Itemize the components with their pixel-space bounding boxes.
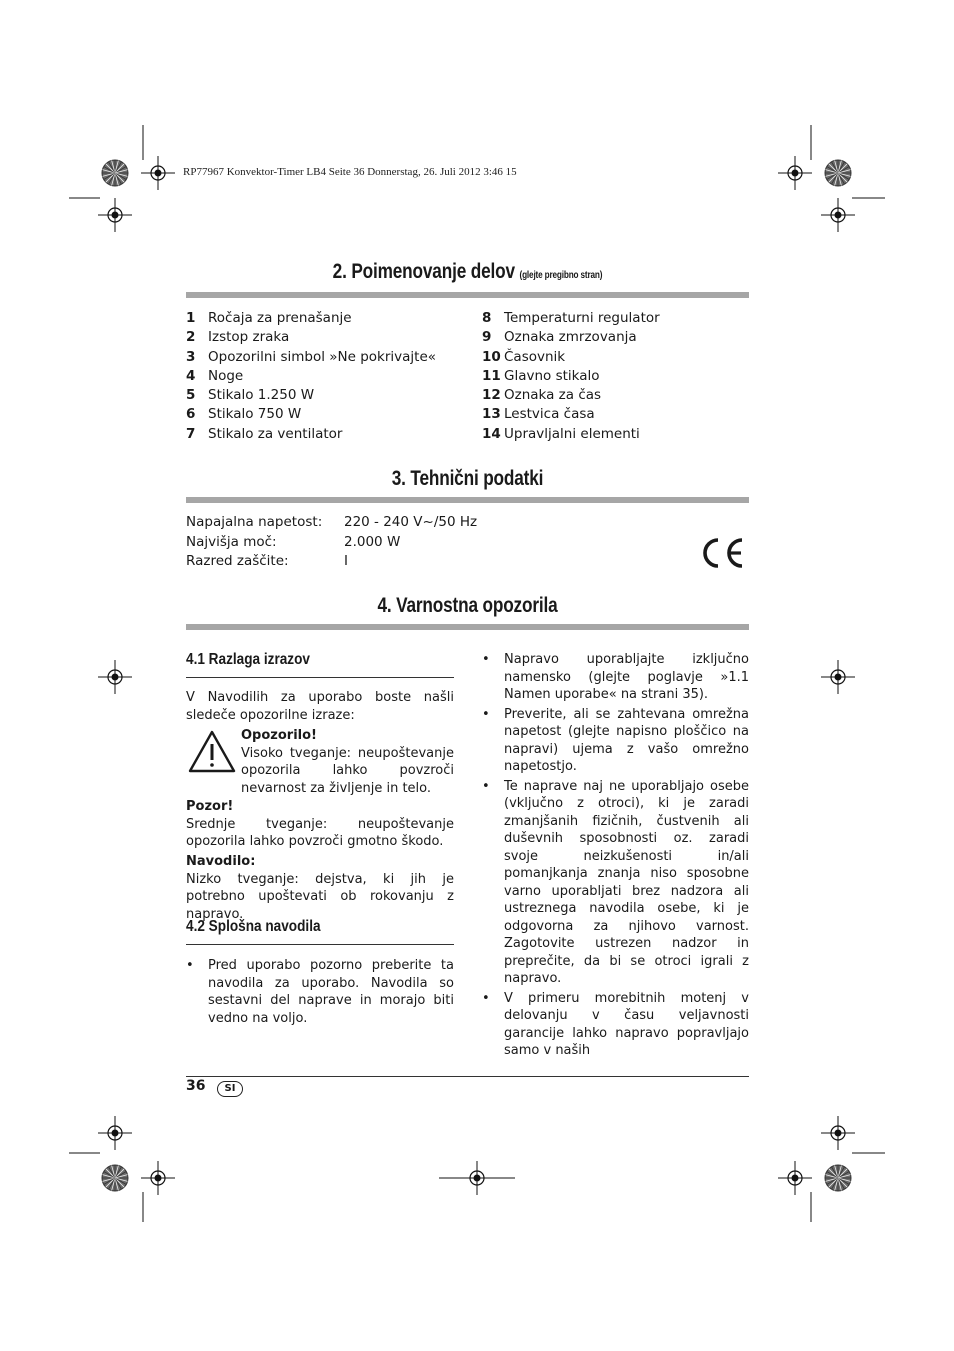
registration-mark-icon [141,1161,175,1195]
section-4-title: 4. Varnostna opozorila [377,594,558,617]
registration-mark-icon [778,156,812,190]
note-block [186,853,454,923]
caution-label: Pozor! [186,799,234,814]
spec-label: Razred zaščite: [186,553,289,569]
section-2-bar [186,292,749,298]
list-item: • Pred uporabo pozorno preberite ta navodila za uporabo. Navodila so sestavni del naprave in morajo biti vedno na voljo. [186,957,454,1027]
warning-text: Visoko tveganje: neupoštevanje opozorila lahko povzroči nevarnost za življenje in telo. [241,745,454,796]
spec-value: 220 - 240 V~/50 Hz [344,514,478,530]
note-text: Nizko tveganje: dejstva, ki jih je potrebno upoštevati ob rokovanju z napravo. [186,871,454,922]
list-item: • V primeru morebitnih motenj v delovanju v času veljavnosti garancije lahko napravo popravljajo samo v naših [482,990,749,1060]
page-number: 36 [186,1078,206,1094]
footer-rule [186,1076,749,1077]
list-item: 5 Stikalo 1.250 W [186,387,315,403]
registration-mark-icon [821,660,855,694]
intro-text: V Navodilih za uporabo boste našli sledeče opozorilne izraze: [186,690,454,723]
registration-mark-icon [778,1161,812,1195]
list-item: 9 Oznaka zmrzovanja [482,329,637,345]
subsection-4-2-title: 4.2 Splošna navodila [186,918,321,935]
print-slug: RP77967 Konvektor-Timer LB4 Seite 36 Donnerstag, 26. Juli 2012 3:46 15 [183,166,517,178]
list-item: 3 Opozorilni simbol »Ne pokrivajte« [186,349,437,365]
caution-text: Srednje tveganje: neupoštevanje opozorila lahko povzroči gmotno škodo. [186,816,454,849]
list-item: 2 Izstop zraka [186,329,290,345]
subsection-divider [186,677,454,678]
registration-mark-icon [98,198,132,232]
caution-block [186,798,454,851]
warning-label: Opozorilo! [241,728,317,743]
section-4-bar [186,624,749,630]
section-3-title: 3. Tehnični podatki [391,467,544,490]
country-badge: SI [217,1081,243,1097]
registration-mark-icon [821,1116,855,1150]
spec-label: Najvišja moč: [186,534,277,550]
list-item: 13 Lestvica časa [482,406,595,422]
section-2-title [237,260,699,284]
registration-mark-icon [821,198,855,232]
section-2-heading: 2. Poimenovanje delov [332,260,515,283]
spec-label: Napajalna napetost: [186,514,323,530]
note-label: Navodilo: [186,854,256,869]
color-wheel-icon [102,1165,128,1191]
spec-value: I [344,553,348,569]
general-bullets [186,957,454,1029]
registration-mark-icon [98,1116,132,1150]
ce-mark-icon [700,537,746,573]
list-item: 7 Stikalo za ventilator [186,426,343,442]
list-item: 4 Noge [186,368,244,384]
section-2-note: (glejte pregibno stran) [519,270,603,281]
subsection-divider [186,944,454,945]
list-item: • Napravo uporabljajte izključno namensko (glejte poglavje »1.1 Namen uporabe« na strani 35). [482,651,749,704]
list-item: 14 Upravljalni elementi [482,426,640,442]
warning-block [241,727,454,797]
list-item: 12 Oznaka za čas [482,387,602,403]
section-3-bar [186,497,749,503]
subsection-4-1-title: 4.1 Razlaga izrazov [186,651,310,668]
list-item: 6 Stikalo 750 W [186,406,302,422]
list-item: 8 Temperaturni regulator [482,310,660,326]
list-item: 10 Časovnik [482,349,566,365]
registration-mark-icon [141,156,175,190]
color-wheel-icon [825,160,851,186]
safety-bullets [482,651,749,1062]
registration-mark-icon [98,660,132,694]
color-wheel-icon [102,160,128,186]
list-item: • Preverite, ali se zahtevana omrežna napetost (glejte napisno ploščico na napravi) ujema z vašo omrežno napetostjo. [482,706,749,776]
list-item: 11 Glavno stikalo [482,368,600,384]
spec-value: 2.000 W [344,534,401,550]
list-item: • Te naprave naj ne uporabljajo osebe (vključno z otroci), ki je zaradi zmanjšanih fizičnih, čustvenih ali duševnih sposobnosti oz. zaradi svoje neizkušenosti in/ali pomanjkanja znanja niso sposobne varno uporabljati brez nadzora ali ustreznega navodila osebe, ki je odgovorna za njihovo varnost. Zagotovite ustrezen nadzor in preprečite, da bi se otroci igrali z napravo. [482,778,749,988]
color-wheel-icon [825,1165,851,1191]
warning-triangle-icon [187,729,237,779]
list-item: 1 Ročaja za prenašanje [186,310,352,326]
